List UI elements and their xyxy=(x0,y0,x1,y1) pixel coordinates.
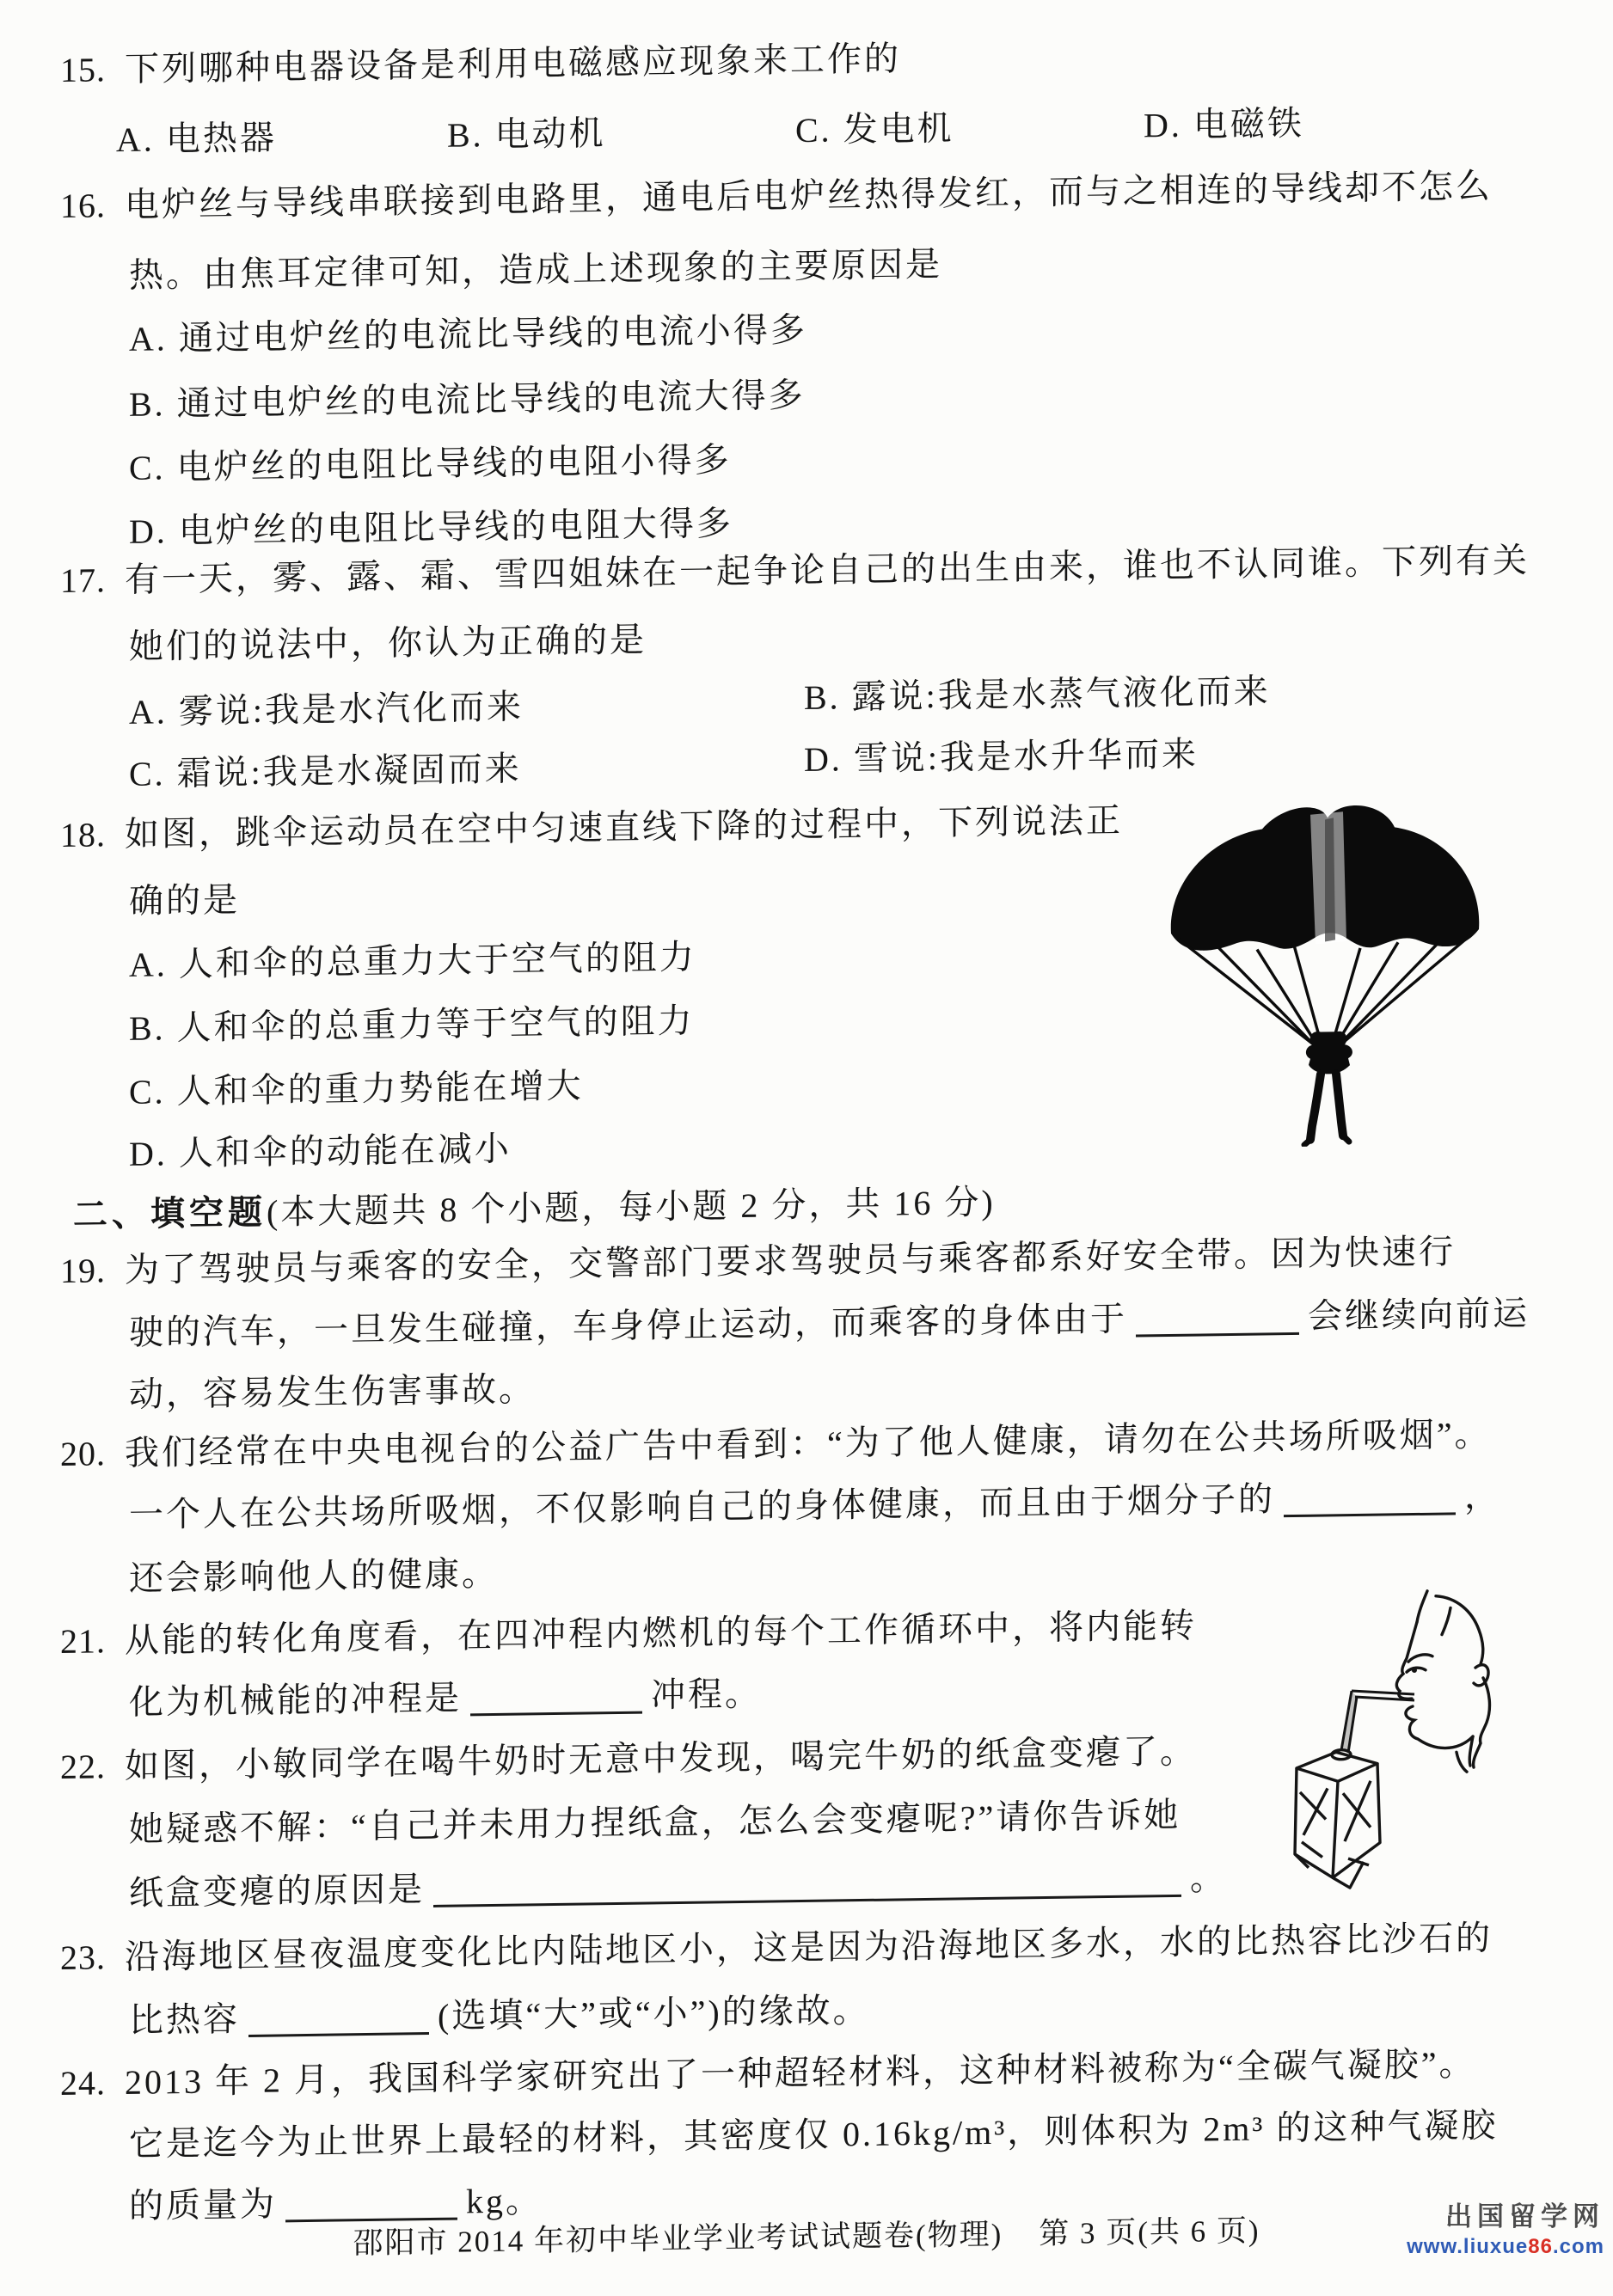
q15-option-d: D. 电磁铁 xyxy=(1144,103,1304,145)
q15-option-a: A. 电热器 xyxy=(116,118,277,160)
question-19 xyxy=(60,1230,1456,1293)
q17-line2: 她们的说法中，你认为正确的是 xyxy=(129,620,647,666)
q23-line2-pre: 比热容 xyxy=(129,1999,240,2040)
q15-stem: 下列哪种电器设备是利用电磁感应现象来工作的 xyxy=(125,39,901,89)
q17-option-a: A. 雾说:我是水汽化而来 xyxy=(129,687,524,732)
question-21 xyxy=(60,1605,1197,1663)
q24-answer-blank[interactable] xyxy=(285,2185,457,2223)
q21-line1: 从能的转化角度看，在四冲程内燃机的每个工作循环中，将内能转 xyxy=(125,1606,1197,1660)
q21-line2-pre: 化为机械能的冲程是 xyxy=(129,1678,462,1722)
question-20 xyxy=(60,1413,1492,1476)
q16-line2: 热。由焦耳定律可知，造成上述现象的主要原因是 xyxy=(129,244,942,295)
q16-line1: 电炉丝与导线串联接到电路里，通电后电炉丝热得发红，而与之相连的导线却不怎么 xyxy=(125,166,1493,224)
q23-answer-blank[interactable] xyxy=(248,1999,429,2037)
q20-line2-pre: 一个人在公共场所吸烟，不仅影响自己的身体健康，而且由于烟分子的 xyxy=(129,1479,1275,1534)
q24-line2: 它是迄今为止世界上最轻的材料，其密度仅 0.16kg/m³，则体积为 2m³ 的这种气凝胶 xyxy=(129,2105,1499,2164)
q16-option-c: C. 电炉丝的电阻比导线的电阻小得多 xyxy=(129,440,732,487)
q17-line1: 有一天，雾、露、霜、雪四姐妹在一起争论自己的出生由来，谁也不认同谁。下列有关 xyxy=(125,541,1530,599)
question-22 xyxy=(60,1730,1197,1789)
q16-option-d: D. 电炉丝的电阻比导线的电阻大得多 xyxy=(129,504,733,551)
q20-line1: 我们经常在中央电视台的公益广告中看到：“为了他人健康，请勿在公共场所吸烟”。 xyxy=(125,1414,1492,1473)
q20-line3: 还会影响他人的健康。 xyxy=(129,1553,499,1598)
q23-number: 23. xyxy=(60,1938,106,1978)
q19-line1: 为了驾驶员与乘客的安全，交警部门要求驾驶员与乘客都系好安全带。因为快速行 xyxy=(125,1232,1456,1289)
q20-answer-blank[interactable] xyxy=(1284,1479,1456,1517)
q18-option-b: B. 人和伞的总重力等于空气的阻力 xyxy=(129,1001,695,1048)
question-16 xyxy=(60,165,1493,228)
q18-number: 18. xyxy=(60,815,106,855)
q19-line2-post: 会继续向前运 xyxy=(1308,1294,1530,1336)
parachutist-silhouette-icon xyxy=(1161,792,1487,1148)
q15-number: 15. xyxy=(60,50,106,90)
site-watermark xyxy=(1407,2201,1604,2260)
q24-line1: 2013 年 2 月，我国科学家研究出了一种超轻材料，这种材料被称为“全碳气凝胶”。 xyxy=(125,2044,1476,2102)
question-23 xyxy=(60,1917,1493,1980)
question-24 xyxy=(60,2042,1476,2105)
q16-option-b: B. 通过电炉丝的电流比导线的电流大得多 xyxy=(129,375,806,424)
q22-line3 xyxy=(129,1857,1227,1915)
q17-option-b: B. 露说:我是水蒸气液化而来 xyxy=(804,671,1271,717)
q17-number: 17. xyxy=(60,560,106,601)
question-15 xyxy=(60,37,901,92)
q19-number: 19. xyxy=(60,1251,106,1291)
q22-line3-pre: 纸盒变瘪的原因是 xyxy=(129,1870,425,1913)
footer-page-number: 第 3 页(共 6 页) xyxy=(1039,2213,1260,2251)
q17-option-c: C. 霜说:我是水凝固而来 xyxy=(129,749,522,793)
parachutist-figure xyxy=(1161,792,1487,1148)
section-2-note: (本大题共 8 个小题，每小题 2 分，共 16 分) xyxy=(267,1182,996,1232)
q23-line2-post: (选填“大”或“小”)的缘故。 xyxy=(438,1990,870,2036)
q23-line1: 沿海地区昼夜温度变化比内陆地区小，这是因为沿海地区多水，水的比热容比沙石的 xyxy=(125,1918,1493,1976)
question-18 xyxy=(60,799,1123,857)
q22-answer-blank[interactable] xyxy=(433,1862,1181,1907)
section-2-header xyxy=(73,1181,996,1237)
q24-number: 24. xyxy=(60,2063,106,2103)
watermark-url xyxy=(1407,2234,1604,2260)
person-drinking-straw-icon xyxy=(1288,1588,1520,1894)
drinking-milk-carton-figure xyxy=(1288,1588,1520,1894)
q17-option-d: D. 雪说:我是水升华而来 xyxy=(804,734,1199,779)
q19-line2 xyxy=(129,1292,1530,1355)
q22-line2: 她疑惑不解：“自己并未用力捏纸盒，怎么会变瘪呢?”请你告诉她 xyxy=(129,1795,1181,1849)
q16-number: 16. xyxy=(60,186,106,226)
q18-line1: 如图，跳伞运动员在空中匀速直线下降的过程中，下列说法正 xyxy=(125,800,1123,854)
watermark-site-name: 出国留学网 xyxy=(1445,2201,1604,2232)
q18-option-d: D. 人和伞的动能在减小 xyxy=(129,1129,512,1173)
q18-line2: 确的是 xyxy=(129,880,240,921)
q19-line2-pre: 驶的汽车，一旦发生碰撞，车身停止运动，而乘客的身体由于 xyxy=(129,1299,1127,1352)
q24-line3-post: kg。 xyxy=(466,2181,543,2221)
q20-line2-post: ， xyxy=(1464,1476,1501,1516)
q18-option-c: C. 人和伞的重力势能在增大 xyxy=(129,1066,584,1111)
q22-number: 22. xyxy=(60,1747,106,1787)
q16-option-a: A. 通过电炉丝的电流比导线的电流小得多 xyxy=(129,309,807,358)
q24-line3-pre: 的质量为 xyxy=(129,2184,277,2226)
watermark-url-prefix: www.liuxue xyxy=(1407,2234,1529,2258)
q22-line1: 如图，小敏同学在喝牛奶时无意中发现，喝完牛奶的纸盒变瘪了。 xyxy=(125,1731,1197,1785)
q22-line3-post: 。 xyxy=(1190,1858,1227,1898)
q23-line2 xyxy=(129,1989,870,2042)
q18-option-a: A. 人和伞的总重力大于空气的阻力 xyxy=(129,937,696,984)
q21-line2-post: 冲程。 xyxy=(651,1674,762,1715)
q19-line3: 动，容易发生伤害事故。 xyxy=(129,1369,536,1414)
q21-answer-blank[interactable] xyxy=(470,1679,642,1717)
watermark-url-suffix: .com xyxy=(1552,2234,1604,2258)
footer-exam-title: 邵阳市 2014 年初中毕业学业考试试题卷(物理) xyxy=(353,2217,1003,2261)
q21-line2 xyxy=(129,1673,762,1724)
section-2-label: 二、填空题 xyxy=(73,1192,267,1234)
watermark-url-highlight: 86 xyxy=(1528,2234,1553,2258)
q20-number: 20. xyxy=(60,1434,106,1474)
q15-option-b: B. 电动机 xyxy=(447,113,606,155)
q19-answer-blank[interactable] xyxy=(1136,1300,1299,1338)
q15-option-c: C. 发电机 xyxy=(795,108,954,150)
q21-number: 21. xyxy=(60,1621,106,1662)
q20-line2 xyxy=(129,1475,1501,1537)
